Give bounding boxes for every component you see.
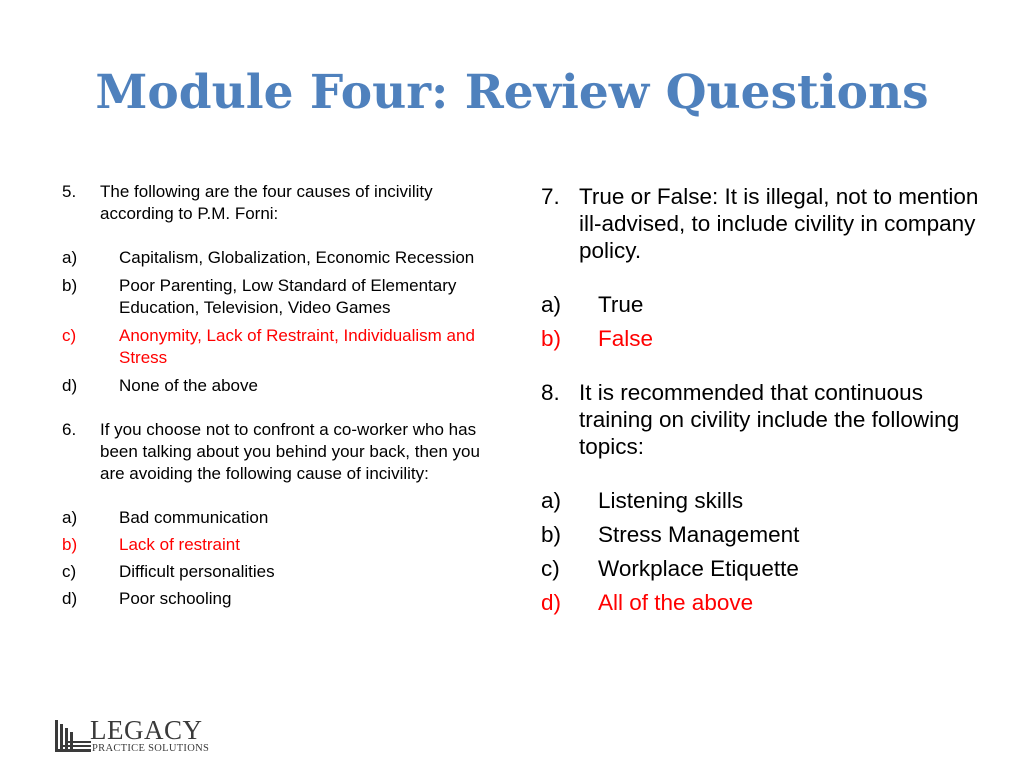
option-text: Workplace Etiquette bbox=[598, 556, 799, 581]
question-6-option-a bbox=[62, 507, 502, 529]
question-8-number: 8. bbox=[541, 380, 560, 405]
question-6-option-c bbox=[62, 561, 502, 583]
question-6-number: 6. bbox=[62, 420, 77, 439]
question-5-option-d bbox=[62, 375, 502, 397]
question-6-option-d bbox=[62, 588, 502, 610]
option-letter: d) bbox=[541, 590, 562, 615]
option-letter: d) bbox=[62, 589, 78, 608]
question-6 bbox=[62, 419, 502, 485]
question-7-number: 7. bbox=[541, 184, 560, 209]
question-7-text: True or False: It is illegal, not to mention ill-advised, to include civility in company policy. bbox=[579, 184, 979, 263]
question-7-option-b-correct bbox=[541, 325, 1001, 352]
option-text: False bbox=[598, 326, 654, 351]
question-8-option-b bbox=[541, 521, 1001, 548]
question-5-option-c-correct bbox=[62, 325, 502, 369]
option-text: None of the above bbox=[119, 376, 258, 395]
option-text: Capitalism, Globalization, Economic Recession bbox=[119, 248, 475, 267]
question-8-option-d-correct bbox=[541, 589, 1001, 616]
question-5-option-b bbox=[62, 275, 502, 319]
question-8-text: It is recommended that continuous training on civility include the following topics: bbox=[579, 380, 960, 459]
question-6-text: If you choose not to confront a co-worker who has been talking about you behind your back, then you are avoiding the following cause of incivility: bbox=[100, 420, 480, 483]
question-5-options bbox=[62, 247, 502, 397]
option-letter: a) bbox=[62, 248, 78, 267]
question-7-options bbox=[541, 291, 1001, 352]
option-text: All of the above bbox=[598, 590, 754, 615]
option-text: Listening skills bbox=[598, 488, 744, 513]
option-letter: c) bbox=[62, 562, 77, 581]
question-8-option-a bbox=[541, 487, 1001, 514]
question-8-options bbox=[541, 487, 1001, 616]
question-6-option-b-correct bbox=[62, 534, 502, 556]
left-column bbox=[62, 181, 502, 610]
question-8-option-c bbox=[541, 555, 1001, 582]
question-8 bbox=[541, 379, 1001, 460]
option-text: Difficult personalities bbox=[119, 562, 275, 581]
legacy-logo bbox=[54, 716, 214, 756]
option-letter: c) bbox=[62, 326, 77, 345]
option-text: Bad communication bbox=[119, 508, 269, 527]
option-text: Anonymity, Lack of Restraint, Individualism and Stress bbox=[119, 326, 475, 367]
option-text: Poor Parenting, Low Standard of Elementary Education, Television, Video Games bbox=[119, 276, 457, 317]
legacy-logo-icon bbox=[54, 719, 94, 753]
option-letter: d) bbox=[62, 376, 78, 395]
question-5 bbox=[62, 181, 502, 225]
question-7 bbox=[541, 183, 1001, 264]
option-text: Stress Management bbox=[598, 522, 800, 547]
option-letter: b) bbox=[62, 535, 78, 554]
logo-subtitle: PRACTICE SOLUTIONS bbox=[92, 743, 210, 754]
option-text: True bbox=[598, 292, 644, 317]
logo-name: LEGACY bbox=[90, 715, 203, 745]
right-column bbox=[541, 183, 1001, 616]
option-letter: b) bbox=[541, 326, 562, 351]
option-text: Lack of restraint bbox=[119, 535, 240, 554]
option-letter: b) bbox=[541, 522, 562, 547]
option-text: Poor schooling bbox=[119, 589, 232, 608]
option-letter: a) bbox=[541, 292, 562, 317]
option-letter: b) bbox=[62, 276, 78, 295]
question-5-option-a bbox=[62, 247, 502, 269]
question-5-number: 5. bbox=[62, 182, 77, 201]
option-letter: a) bbox=[541, 488, 562, 513]
logo-text bbox=[90, 716, 209, 754]
option-letter: c) bbox=[541, 556, 560, 581]
question-6-options bbox=[62, 507, 502, 610]
question-5-text: The following are the four causes of incivility according to P.M. Forni: bbox=[100, 182, 433, 223]
question-7-option-a bbox=[541, 291, 1001, 318]
option-letter: a) bbox=[62, 508, 78, 527]
slide-title: Module Four: Review Questions bbox=[95, 65, 929, 120]
